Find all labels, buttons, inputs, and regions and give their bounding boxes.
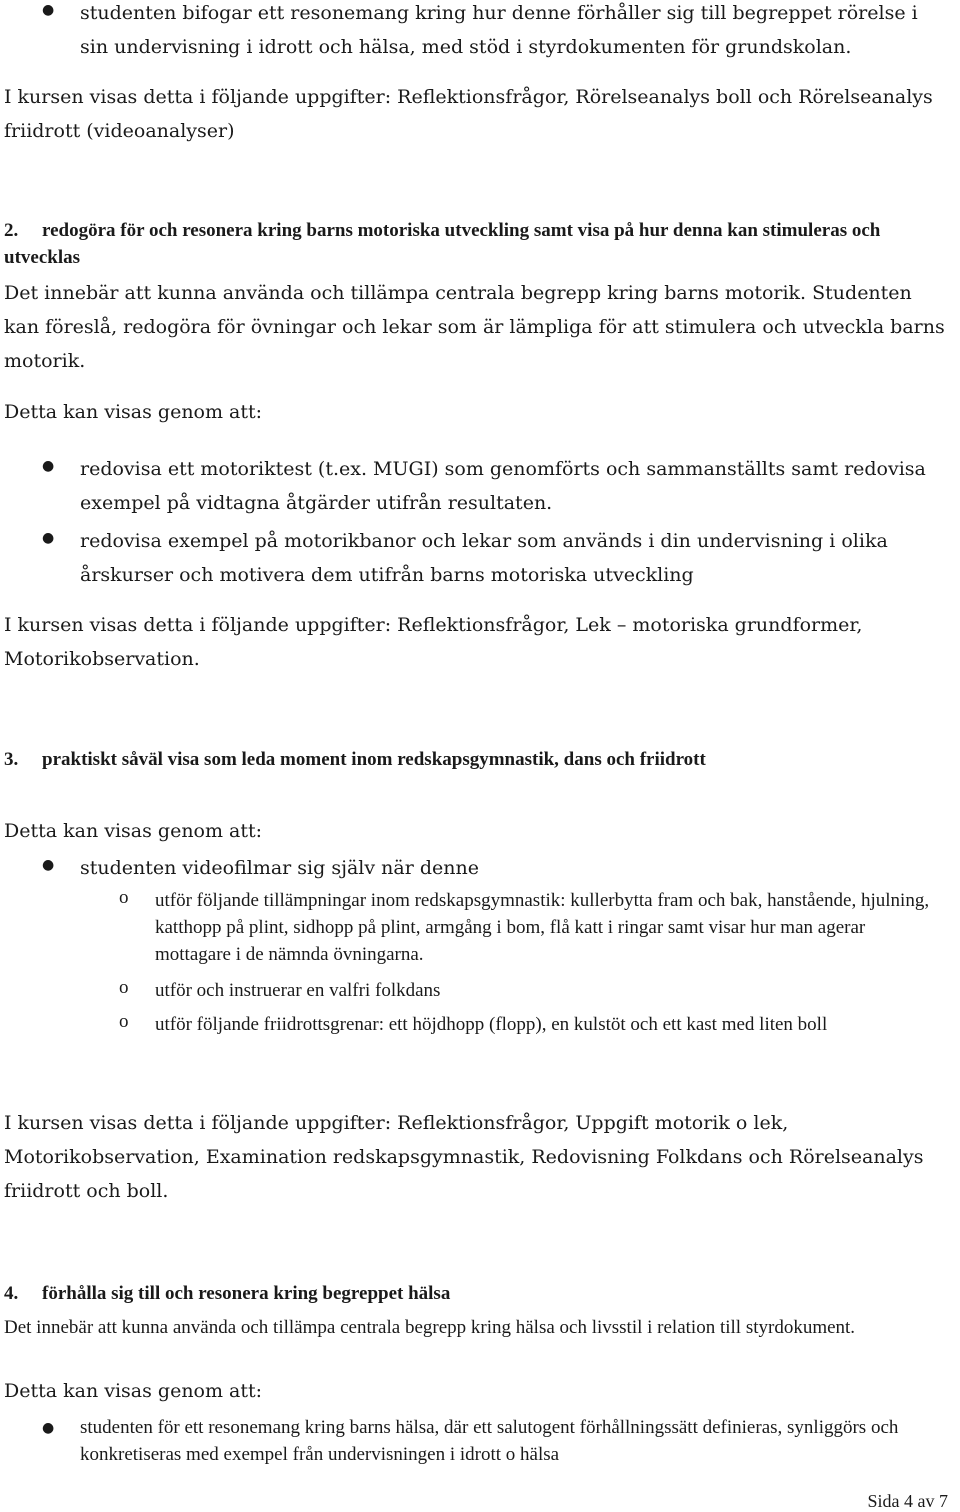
section-4-bullet: studenten för ett resonemang kring barns hälsa, där ett salutogent förhållningssätt definieras, synliggörs och konkretiseras med exempel från undervisningen i idrott o hälsa xyxy=(80,1417,899,1465)
page-number: Sida 4 av 7 xyxy=(867,1491,948,1511)
section-2-bullet-2: redovisa exempel på motorikbanor och lekar som används i din undervisning i olika årskurser och motivera dem utifrån barns motoriska utveckling xyxy=(80,530,888,586)
sub-bullet-marker: o xyxy=(119,887,129,908)
section-4-number: 4. xyxy=(4,1283,19,1304)
section-3-tasks: I kursen visas detta i följande uppgifter: Reflektionsfrågor, Uppgift motorik o lek, Motorikobservation, Examination redskapsgymnastik, Redovisning Folkdans och Rörelseanalys friidrott och boll. xyxy=(4,1112,924,1202)
intro-bullet-text: studenten bifogar ett resonemang kring hur denne förhåller sig till begreppet rörelse i sin undervisning i idrott och hälsa, med stöd i styrdokumenten för grundskolan. xyxy=(80,2,918,58)
section-2-title: redogöra för och resonera kring barns motoriska utveckling samt visa på hur denna kan stimuleras och utvecklas xyxy=(4,220,881,268)
intro-tasks: I kursen visas detta i följande uppgifter: Reflektionsfrågor, Rörelseanalys boll och Rörelseanalys friidrott (videoanalyser) xyxy=(4,86,933,142)
section-4-title: förhålla sig till och resonera kring begreppet hälsa xyxy=(42,1283,451,1304)
bullet-dot: ● xyxy=(42,1420,55,1436)
section-3-title: praktiskt såväl visa som leda moment inom redskapsgymnastik, dans och friidrott xyxy=(42,749,706,770)
bullet-dot: ● xyxy=(42,2,55,18)
section-4-heading xyxy=(4,1280,949,1307)
section-2-shown-by: Detta kan visas genom att: xyxy=(4,401,263,423)
section-4-shown-by: Detta kan visas genom att: xyxy=(4,1380,263,1402)
bullet-dot: ● xyxy=(42,857,55,873)
section-2-heading xyxy=(4,217,949,271)
sub-bullet-marker: o xyxy=(119,977,129,998)
section-3-heading xyxy=(4,746,949,773)
section-3-number: 3. xyxy=(4,749,19,770)
sub-bullet-marker: o xyxy=(119,1011,129,1032)
section-2-tasks: I kursen visas detta i följande uppgifter: Reflektionsfrågor, Lek – motoriska grundformer, Motorikobservation. xyxy=(4,614,863,670)
bullet-dot: ● xyxy=(42,530,55,546)
section-3-sub-item-1: utför följande tillämpningar inom redskapsgymnastik: kullerbytta fram och bak, hanstående, hjulning, katthopp på plint, sidhopp på plint, armgång i bom, flå katt i ringar samt visar hur man agerar mottagare i de nämnda övningarna. xyxy=(155,890,930,965)
section-2-body: Det innebär att kunna använda och tillämpa centrala begrepp kring barns motorik. Studenten kan föreslå, redogöra för övningar och lekar som är lämpliga för att stimulera och utveckla barns motorik. xyxy=(4,282,945,372)
section-4-body: Det innebär att kunna använda och tillämpa centrala begrepp kring hälsa och livsstil i relation till styrdokument. xyxy=(4,1317,856,1338)
section-3-shown-by: Detta kan visas genom att: xyxy=(4,820,263,842)
section-3-sub-item-2: utför och instruerar en valfri folkdans xyxy=(155,980,441,1001)
bullet-dot: ● xyxy=(42,458,55,474)
section-3-sub-item-3: utför följande friidrottsgrenar: ett höjdhopp (flopp), en kulstöt och ett kast med liten boll xyxy=(155,1014,828,1035)
section-2-bullet-1: redovisa ett motoriktest (t.ex. MUGI) som genomförts och sammanställts samt redovisa exempel på vidtagna åtgärder utifrån resultaten. xyxy=(80,458,926,514)
section-2-number: 2. xyxy=(4,220,19,241)
section-3-bullet: studenten videofilmar sig själv när denne xyxy=(80,857,479,879)
